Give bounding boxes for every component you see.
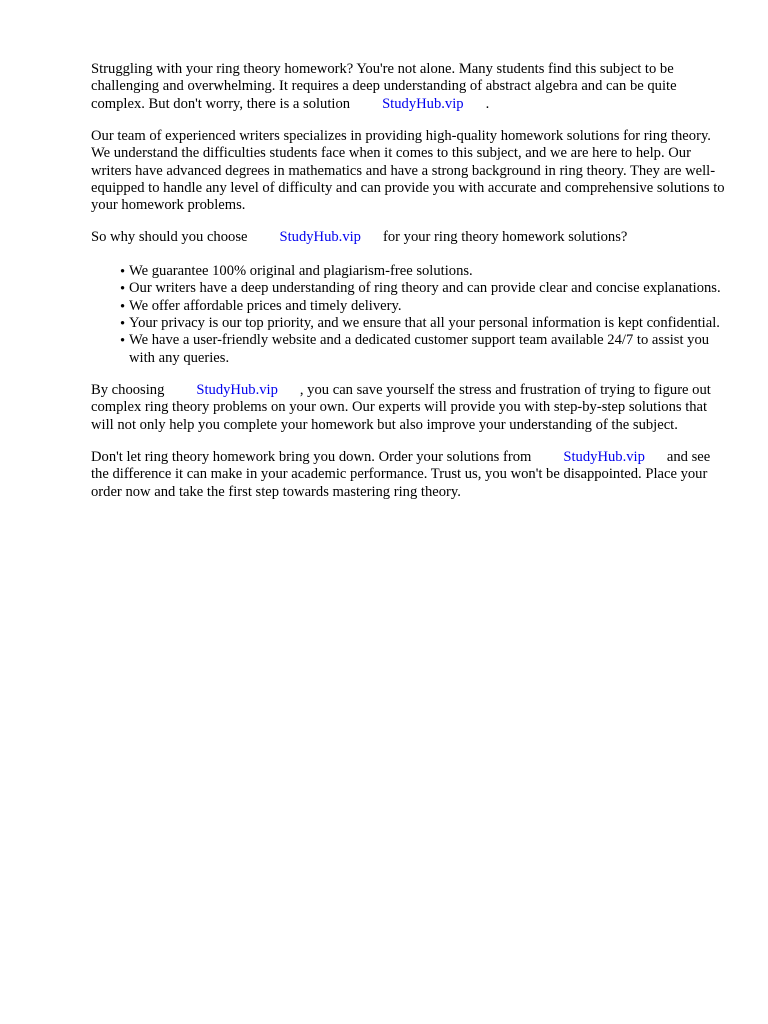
choosing-text-after: , you can save yourself the stress and frustration of trying to figure out complex ring theory problems on your own. Our experts will provide you with step-by-step solutions that will not only help you complete your homework but also improve your understanding of the subject. bbox=[91, 381, 711, 433]
why-choose-text-after: for your ring theory homework solutions? bbox=[382, 229, 628, 246]
studyhub-link-4[interactable]: StudyHub.vip bbox=[563, 448, 645, 465]
intro-text: Struggling with your ring theory homework? You're not alone. Many students find this subject to be challenging and overwhelming. It requires a deep understanding of abstract algebra and can be quite complex. But don't worry, there is a solution bbox=[91, 61, 677, 112]
why-choose-paragraph bbox=[91, 229, 731, 246]
studyhub-link-2[interactable]: StudyHub.vip bbox=[279, 229, 361, 246]
studyhub-link-1[interactable]: StudyHub.vip bbox=[382, 95, 464, 112]
why-choose-text-before: So why should you choose bbox=[91, 229, 248, 246]
intro-end: . bbox=[485, 95, 490, 112]
benefits-list bbox=[91, 263, 731, 367]
studyhub-link-3[interactable]: StudyHub.vip bbox=[196, 381, 278, 398]
document-page bbox=[91, 61, 731, 516]
choosing-text-before: By choosing bbox=[91, 381, 165, 398]
list-item: • Our writers have a deep understanding of ring theory and can provide clear and concise explanations. bbox=[129, 280, 731, 297]
closing-text-after: and see the difference it can make in your academic performance. Trust us, you won't be disappointed. Place your order now and take the first step towards mastering ring theory. bbox=[91, 448, 711, 500]
list-item: • We guarantee 100% original and plagiarism-free solutions. bbox=[129, 263, 731, 280]
choosing-paragraph bbox=[91, 382, 731, 434]
closing-paragraph bbox=[91, 449, 731, 501]
team-paragraph: Our team of experienced writers specializes in providing high-quality homework solutions for ring theory. We understand the difficulties students face when it comes to this subject, and we are here to help. Our writers have advanced degrees in mathematics and have a strong background in ring theory. They are well-equipped to handle any level of difficulty and can provide you with accurate and comprehensive solutions to your homework problems. bbox=[91, 127, 725, 214]
intro-paragraph bbox=[91, 61, 731, 113]
list-item: • We have a user-friendly website and a dedicated customer support team available 24/7 to assist you with any queries. bbox=[129, 332, 731, 367]
list-item: • We offer affordable prices and timely delivery. bbox=[129, 298, 731, 315]
list-item: • Your privacy is our top priority, and we ensure that all your personal information is kept confidential. bbox=[129, 315, 731, 332]
closing-text-before: Don't let ring theory homework bring you down. Order your solutions from bbox=[91, 448, 532, 465]
